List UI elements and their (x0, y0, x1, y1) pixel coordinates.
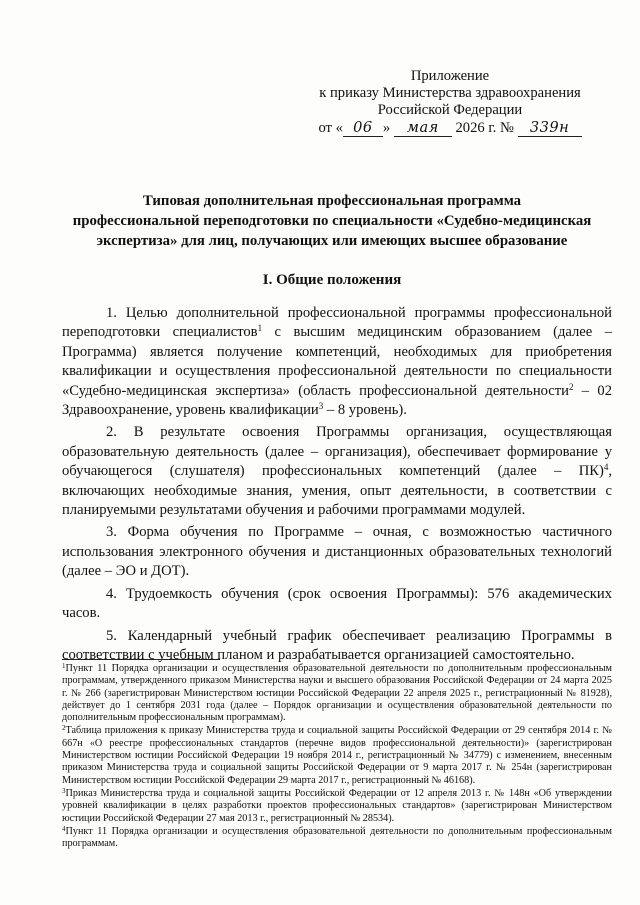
paragraph-2-text-b: , включающих необходимые знания, умения, опыт деятельности, в соответствии с планируемыми результатами обучения и рабочими программами модулей. (62, 463, 612, 519)
handwritten-day: 06 (343, 119, 383, 137)
title-line-1: Типовая дополнительная профессиональная программа (142, 193, 522, 209)
handwritten-order-number: 339н (518, 119, 582, 137)
date-quote-close: » (382, 120, 391, 136)
handwritten-month: мая (394, 119, 452, 137)
footnote-3 (62, 788, 612, 825)
footnote-ref-4: 4 (603, 462, 609, 473)
footnote-separator (62, 659, 220, 660)
footnote-1-text: Пункт 11 Порядка организации и осуществления образовательной деятельности по дополнительным профессиональным программам, утвержденного приказом Министерства науки и высшего образования Российской Федерации от 24 марта 2025 г. № 266 (зарегистрирован Министерством юстиции Российской Федерации 22 апреля 2025 г., регистрационный № 81928), действует до 1 сентября 2031 года (далее – Порядок организации и осуществления образовательной деятельности по дополнительным профессиональным программам). (62, 663, 612, 724)
section-heading: I. Общие положения (262, 272, 402, 288)
paragraph-1-text-c: – 02 Здравоохранение, уровень квалификации (62, 382, 613, 419)
paragraph-2 (62, 423, 612, 520)
footnote-4-number: 4 (62, 824, 66, 833)
footnote-1 (62, 663, 612, 724)
paragraph-5: 5. Календарный учебный график обеспечивает реализацию Программы в соответствии с учебным планом и разрабатывается организацией самостоятельно. (62, 627, 612, 663)
footnote-2-number: 2 (62, 724, 66, 733)
appendix-label: Приложение (410, 68, 490, 84)
date-prefix: от « (318, 120, 343, 136)
year-and-number-label: 2026 г. № (455, 120, 514, 136)
document-title (58, 191, 606, 251)
paragraph-1 (62, 304, 612, 420)
footnote-4-text: Пункт 11 Порядка организации и осуществления образовательной деятельности по дополнительным профессиональным программам. (62, 825, 612, 850)
order-reference: к приказу Министерства здравоохранения (319, 85, 581, 101)
paragraph-4: 4. Трудоемкость обучения (срок освоения Программы): 576 академических часов. (62, 585, 612, 622)
title-line-2: профессиональной переподготовки по специальности «Судебно-медицинская (72, 213, 592, 229)
footnote-ref-3: 3 (318, 401, 324, 412)
country-name: Российской Федерации (377, 102, 523, 118)
footnote-1-number: 1 (62, 662, 66, 670)
footnote-3-number: 3 (62, 786, 66, 795)
footnote-2-text: Таблица приложения к приказу Министерства труда и социальной защиты Российской Федерации от 29 сентября 2014 г. № 667н «О реестре профессиональных стандартов (перечне видов профессиональной деятельности)» (зарегистрирован Министерством юстиции Российской Федерации 19 ноября 2014 г., регистрационный № 34779) с изменением, внесенным приказом Министерства труда и социальной защиты Российской Федерации от 9 марта 2017 г. № 254н (зарегистрирован Министерством юстиции Российской Федерации 29 марта 2017 г., регистрационный № 46168). (62, 725, 612, 786)
footnote-2 (62, 725, 612, 786)
footnotes (62, 663, 612, 851)
paragraph-1-text-a: 1. Целью дополнительной профессиональной программы профессиональной переподготовки специалистов (62, 305, 612, 341)
footnote-3-text: Приказ Министерства труда и социальной защиты Российской Федерации от 12 апреля 2013 г. № 148н «Об утверждении уровней квалификации в целях разработки проектов профессиональных стандартов» (зарегистрирован Министерством юстиции Российской Федерации 27 мая 2013 г., регистрационный № 28534). (62, 787, 612, 824)
title-line-3: экспертиза» для лиц, получающих или имеющих высшее образование (96, 233, 568, 249)
appendix-header (300, 68, 600, 137)
paragraph-2-text-a: 2. В результате освоения Программы организация, осуществляющая образовательную деятельность (далее – организация), обеспечивает формирование у обучающегося (слушателя) профессиональных компетенций (далее – ПК) (62, 424, 612, 480)
footnote-ref-1: 1 (257, 323, 263, 334)
order-date-line (300, 119, 600, 137)
footnote-4 (62, 826, 612, 851)
footnote-ref-2: 2 (568, 381, 574, 392)
document-body (62, 304, 612, 668)
paragraph-3: 3. Форма обучения по Программе – очная, с возможностью частичного использования электронного обучения и дистанционных образовательных технологий (далее – ЭО и ДОТ). (62, 524, 612, 580)
paragraph-1-text-b: с высшим медицинским образованием (далее – Программа) является получение компетенций, необходимых для приобретения квалификации и осуществления профессиональной деятельности по специальности «Судебно-медицинская экспертиза» (область профессиональной деятельности (62, 324, 612, 399)
paragraph-1-text-d: – 8 уровень). (323, 402, 407, 419)
